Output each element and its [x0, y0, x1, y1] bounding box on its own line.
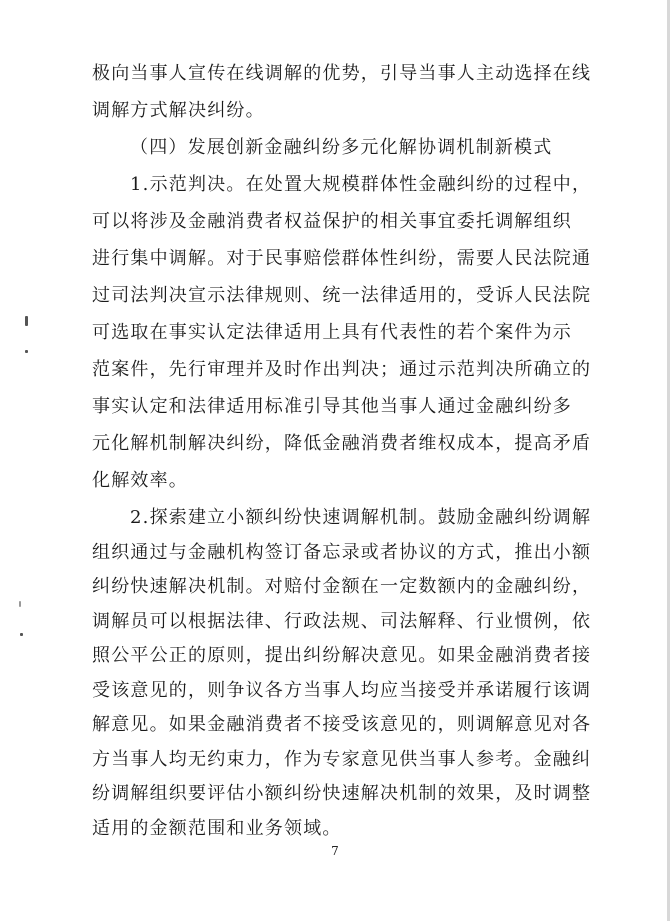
text-line-1: 极向当事人宣传在线调解的优势，引导当事人主动选择在线	[92, 63, 592, 84]
paragraph-1-line-3: 进行集中调解。对于民事赔偿群体性纠纷，需要人民法院通	[92, 248, 592, 269]
paragraph-1-line-2: 可以将涉及金融消费者权益保护的相关事宜委托调解组织	[92, 211, 572, 232]
scan-speck	[25, 316, 28, 326]
paragraph-1-line-6: 范案件，先行审理并及时作出判决；通过示范判决所确立的	[92, 359, 592, 380]
paragraph-1-line-5: 可选取在事实认定法律适用上具有代表性的若个案件为示	[92, 322, 572, 343]
paragraph-1-line-7: 事实认定和法律适用标准引导其他当事人通过金融纠纷多	[92, 396, 572, 417]
paragraph-2-line-5: 照公平公正的原则，提出纠纷解决意见。如果金融消费者接	[92, 645, 592, 666]
text-line-2: 调解方式解决纠纷。	[92, 100, 265, 121]
page-number: 7	[331, 844, 339, 858]
paragraph-1-line-4: 过司法判决宣示法律规则、统一法律适用的，受诉人民法院	[92, 285, 592, 306]
paragraph-2-line-8: 方当事人均无约束力，作为专家意见供当事人参考。金融纠	[92, 748, 592, 770]
paragraph-1-line-9: 化解效率。	[92, 470, 188, 491]
paragraph-2-line-4: 调解员可以根据法律、行政法规、司法解释、行业惯例，依	[92, 610, 592, 632]
paragraph-2-line-1: 2.探索建立小额纠纷快速调解机制。鼓励金融纠纷调解	[130, 507, 592, 528]
paragraph-1-line-1: 1.示范判决。在处置大规模群体性金融纠纷的过程中，	[130, 174, 592, 195]
paragraph-2-line-7: 解意见。如果金融消费者不接受该意见的，则调解意见对各	[92, 714, 592, 735]
scan-speck	[25, 350, 28, 353]
paragraph-2-line-2: 组织通过与金融机构签订备忘录或者协议的方式，推出小额	[92, 541, 592, 563]
section-heading: （四）发展创新金融纠纷多元化解协调机制新模式	[130, 137, 553, 158]
paragraph-2-line-9: 纷调解组织要评估小额纠纷快速解决机制的效果，及时调整	[92, 783, 592, 804]
scan-speck	[20, 633, 23, 636]
paragraph-2-line-10: 适用的金额范围和业务领域。	[92, 817, 342, 839]
scan-speck	[19, 601, 21, 607]
paragraph-1-line-8: 元化解机制解决纠纷，降低金融消费者维权成本，提高矛盾	[92, 433, 592, 454]
paragraph-2-line-6: 受该意见的，则争议各方当事人均应当接受并承诺履行该调	[92, 679, 592, 701]
paragraph-2-line-3: 纠纷快速解决机制。对赔付金额在一定数额内的金融纠纷，	[92, 576, 592, 597]
